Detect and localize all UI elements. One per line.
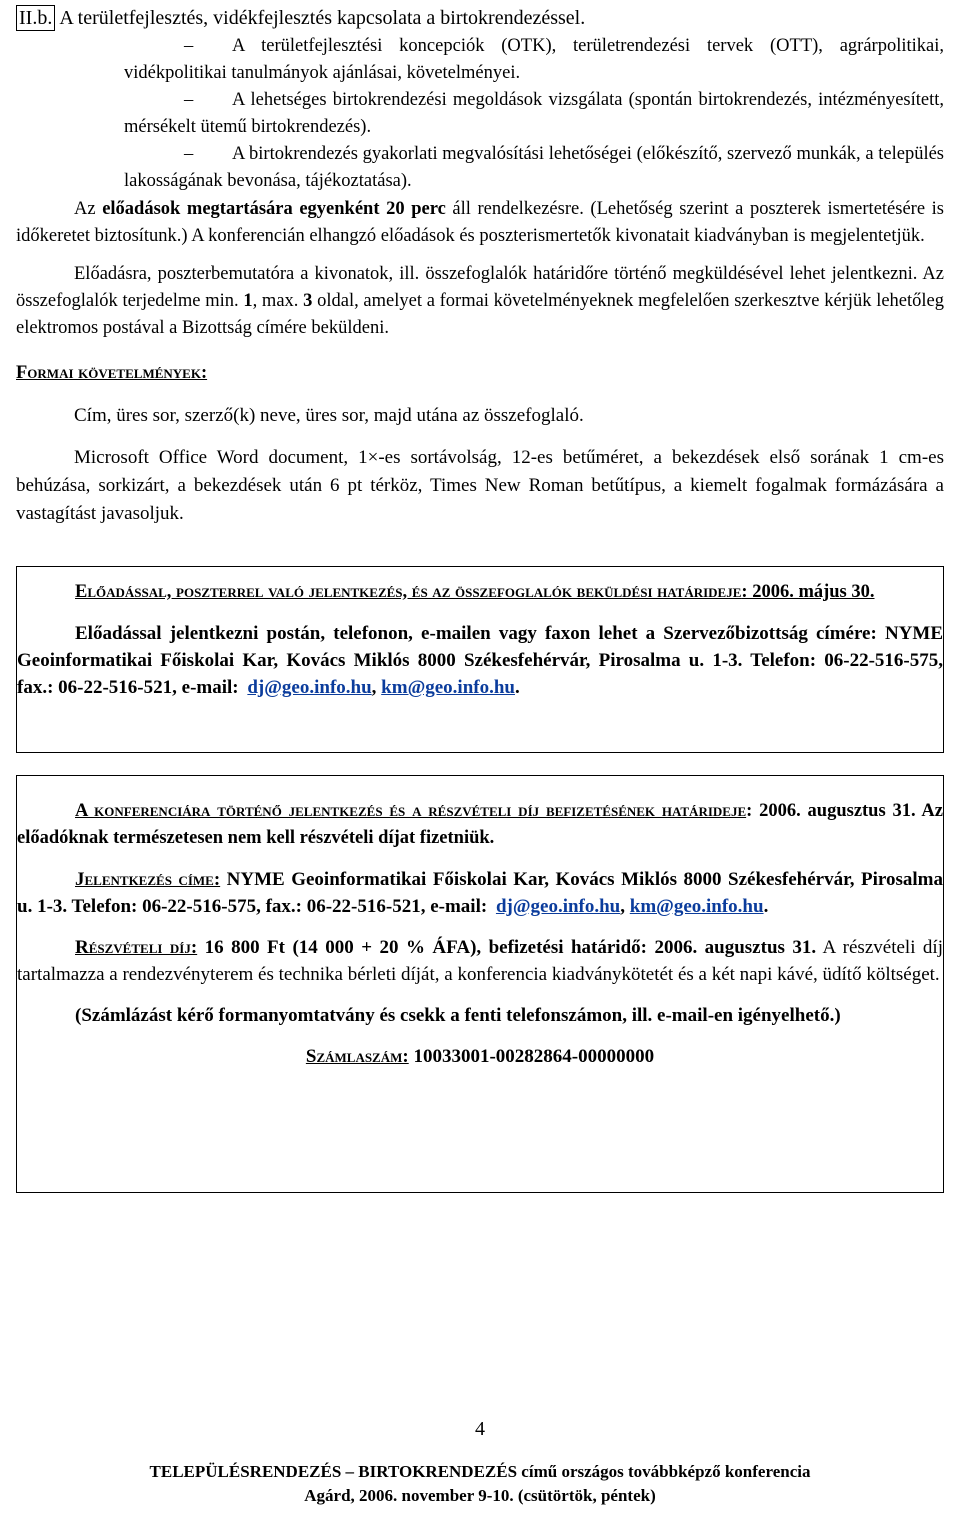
document-page <box>16 4 944 1193</box>
box2-invoice: (Számlázást kérő formanyomtatvány és csekk a fenti telefonszámon, ill. e-mail-en igényelhető.) <box>75 1005 841 1026</box>
dash-marker: – <box>184 144 194 164</box>
bullet-item <box>124 141 944 195</box>
section-heading <box>16 4 944 32</box>
box2-title-label: A konferenciára történő jelentkezés és a részvételi díj befizetésének határideje <box>75 801 747 821</box>
footer-line1: TELEPÜLÉSRENDEZÉS – BIRTOKRENDEZÉS című országos továbbképző konferencia <box>149 1462 811 1481</box>
page-footer <box>0 1460 960 1508</box>
box2-address-end: . <box>763 896 769 917</box>
section-number: II.b. <box>16 5 55 31</box>
registration-box <box>16 775 944 1193</box>
footer-line2: Agárd, 2006. november 9-10. (csütörtök, péntek) <box>304 1486 656 1505</box>
box2-title <box>17 798 943 852</box>
box1-title-label: Előadással, poszterrel való jelentkezés, és az összefoglalók beküldési határideje <box>75 582 742 602</box>
apply-part3: oldal, amelyet a formai követelményeknek megfelelően szerkesztve kérjük lehetőleg elektromos postával a Bizottság címére beküldeni. <box>16 291 944 338</box>
box1-title <box>17 579 943 606</box>
apply-min: 1 <box>243 291 253 311</box>
bullet-text: A birtokrendezés gyakorlati megvalósítási lehetőségei (előkészítő, szervező munkák, a település lakosságának bevonása, tájékoztatása). <box>124 144 944 191</box>
bullet-text: A területfejlesztési koncepciók (OTK), területrendezési tervek (OTT), agrárpolitikai, vidékpolitikai tanulmányok ajánlásai, követelményei. <box>124 36 944 83</box>
apply-part2: , max. <box>252 291 304 311</box>
talks-bold: előadások megtartására egyenként 20 perc <box>102 199 446 219</box>
section-title: A területfejlesztés, vidékfejlesztés kapcsolata a birtokrendezéssel. <box>59 7 586 29</box>
page-number: 4 <box>475 1418 485 1440</box>
box2-fee-bold: 16 800 Ft (14 000 + 20 % ÁFA), befizetési határidő: 2006. augusztus 31. <box>197 937 817 958</box>
box2-fee-rest: A részvételi díj tartalmazza a rendezvényterem és technika bérleti díját, a konferencia kiadványkötetét és a két napi kávé, üdítő költséget. <box>17 937 943 985</box>
formal-line2: Microsoft Office Word document, 1×-es sortávolság, 12-es betűméret, a bekezdések első sorának 1 cm-es behúzása, sorkizárt, a bekezdések után 6 pt térköz, Times New Roman betűtípus, a kiemelt fogalmak formázására a vastagítást javasoljuk. <box>16 447 944 524</box>
bullet-item <box>124 87 944 141</box>
bullet-text: A lehetséges birtokrendezési megoldások vizsgálata (spontán birtokrendezés, intézményesített, mérsékelt ütemű birtokrendezés). <box>124 90 944 137</box>
box2-address <box>17 866 943 920</box>
formal-line1: Cím, üres sor, szerző(k) neve, üres sor, majd utána az összefoglaló. <box>74 405 584 426</box>
email-link-km[interactable]: km@geo.info.hu <box>381 677 515 698</box>
box2-address-label: Jelentkezés címe: <box>75 869 221 890</box>
box1-title-date: : 2006. május 30. <box>741 582 875 602</box>
box2-fee-label: Részvételi díj: <box>75 937 198 958</box>
email-link-dj[interactable]: dj@geo.info.hu <box>247 677 372 698</box>
talks-post: áll rendelkezésre. (Lehetőség szerint a poszterek ismertetésére is időkeretet biztosítunk.) A konferencián elhangzó előadások és poszterismertetők kivonatait kiadványban is megjelentetjük. <box>16 199 944 246</box>
email-link-dj[interactable]: dj@geo.info.hu <box>495 896 621 917</box>
email-separator: , <box>620 896 630 917</box>
email-separator: , <box>371 677 382 698</box>
talks-paragraph <box>16 196 944 250</box>
bullet-item <box>124 33 944 87</box>
box2-account-label: Számlaszám: <box>305 1046 409 1067</box>
box1-body <box>17 620 943 701</box>
box1-body-text: Előadással jelentkezni postán, telefonon, e-mailen vagy faxon lehet a Szervezőbizottság címére: NYME Geoinformatikai Főiskolai Kar, Kovács Miklós 8000 Székesfehérvár, Pirosalma u. 1-3. Telefon: 06-22-516-575, fax.: 06-22-516-521, e-mail: <box>17 623 943 698</box>
box2-title-rest: : 2006. augusztus 31. Az előadóknak természetesen nem kell részvételi díjat fizetniük. <box>17 801 943 848</box>
box2-fee <box>17 934 943 988</box>
dash-marker: – <box>184 36 194 56</box>
box2-account-number: 10033001-00282864-00000000 <box>408 1046 655 1067</box>
box2-address-text: NYME Geoinformatikai Főiskolai Kar, Kovács Miklós 8000 Székesfehérvár, Pirosalma u. 1-3. Telefon: 06-22-516-575, fax.: 06-22-516-521, e-mail: <box>17 869 943 917</box>
box1-end: . <box>514 677 520 698</box>
email-link-km[interactable]: km@geo.info.hu <box>629 896 764 917</box>
submission-deadline-box <box>16 566 944 753</box>
dash-marker: – <box>184 90 194 110</box>
apply-max: 3 <box>303 291 313 311</box>
formal-title: Formai követelmények: <box>16 363 208 383</box>
box2-account <box>17 1043 943 1070</box>
talks-pre: Az <box>74 199 103 219</box>
apply-paragraph <box>16 261 944 342</box>
apply-part1: Előadásra, poszterbemutatóra a kivonatok, ill. összefoglalók határidőre történő megküldésével lehet jelentkezni. Az összefoglalók terjedelme min. <box>16 264 944 311</box>
